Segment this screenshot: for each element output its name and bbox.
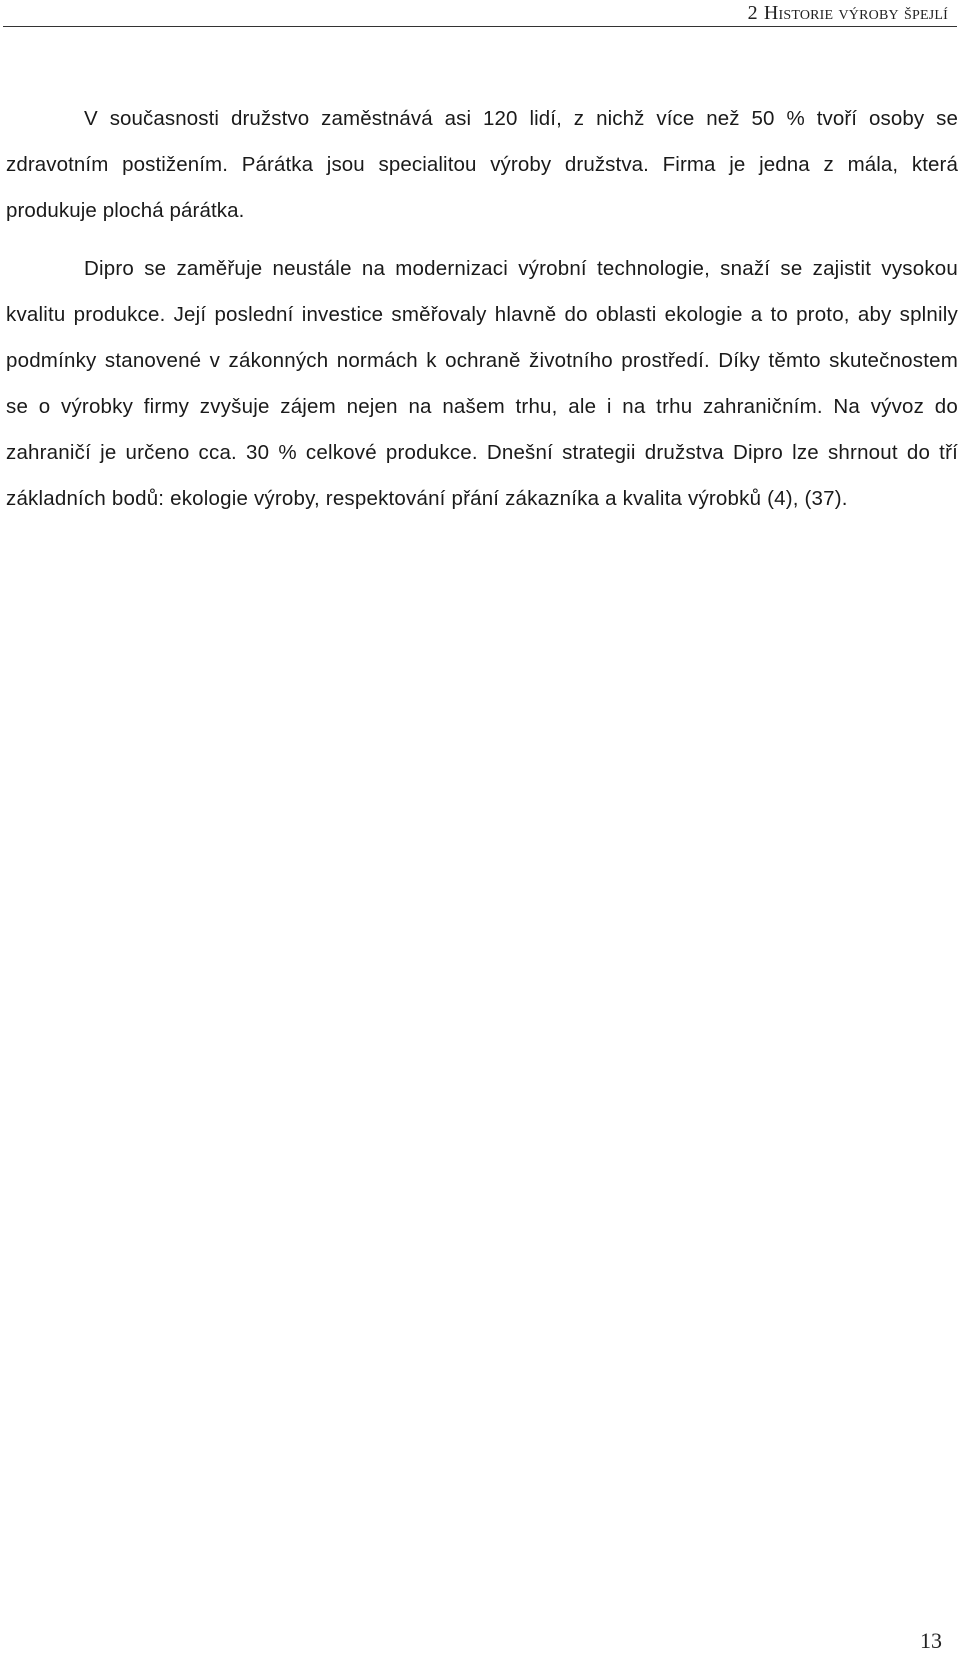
body-paragraph-2: Dipro se zaměřuje neustále na modernizaci výrobní technologie, snaží se zajistit vysokou kvalitu produkce. Její poslední investice směřovaly hlavně do oblasti ekologie a to proto, aby splnily podmínky stanovené v zákonných normách k ochraně životního prostředí. Díky těmto skutečnostem se o výrobky firmy zvyšuje zájem nejen na našem trhu, ale i na trhu zahraničním. Na vývoz do zahraničí je určeno cca. 30 % celkové produkce. Dnešní strategii družstva Dipro lze shrnout do tří základních bodů: ekologie výroby, respektování přání zákazníka a kvalita výrobků (4), (37).	[6, 257, 958, 510]
body-paragraph-1: V současnosti družstvo zaměstnává asi 120 lidí, z nichž více než 50 % tvoří osoby se zdravotním postižením. Párátka jsou specialitou výroby družstva. Firma je jedna z mála, která produkuje plochá párátka.	[6, 107, 958, 222]
running-header	[748, 0, 948, 26]
page-number: 13	[920, 1628, 942, 1653]
chapter-title: Historie výroby špejlí	[763, 1, 948, 24]
chapter-number: 2	[747, 1, 758, 24]
header-divider	[3, 26, 957, 27]
page-body	[6, 96, 958, 522]
